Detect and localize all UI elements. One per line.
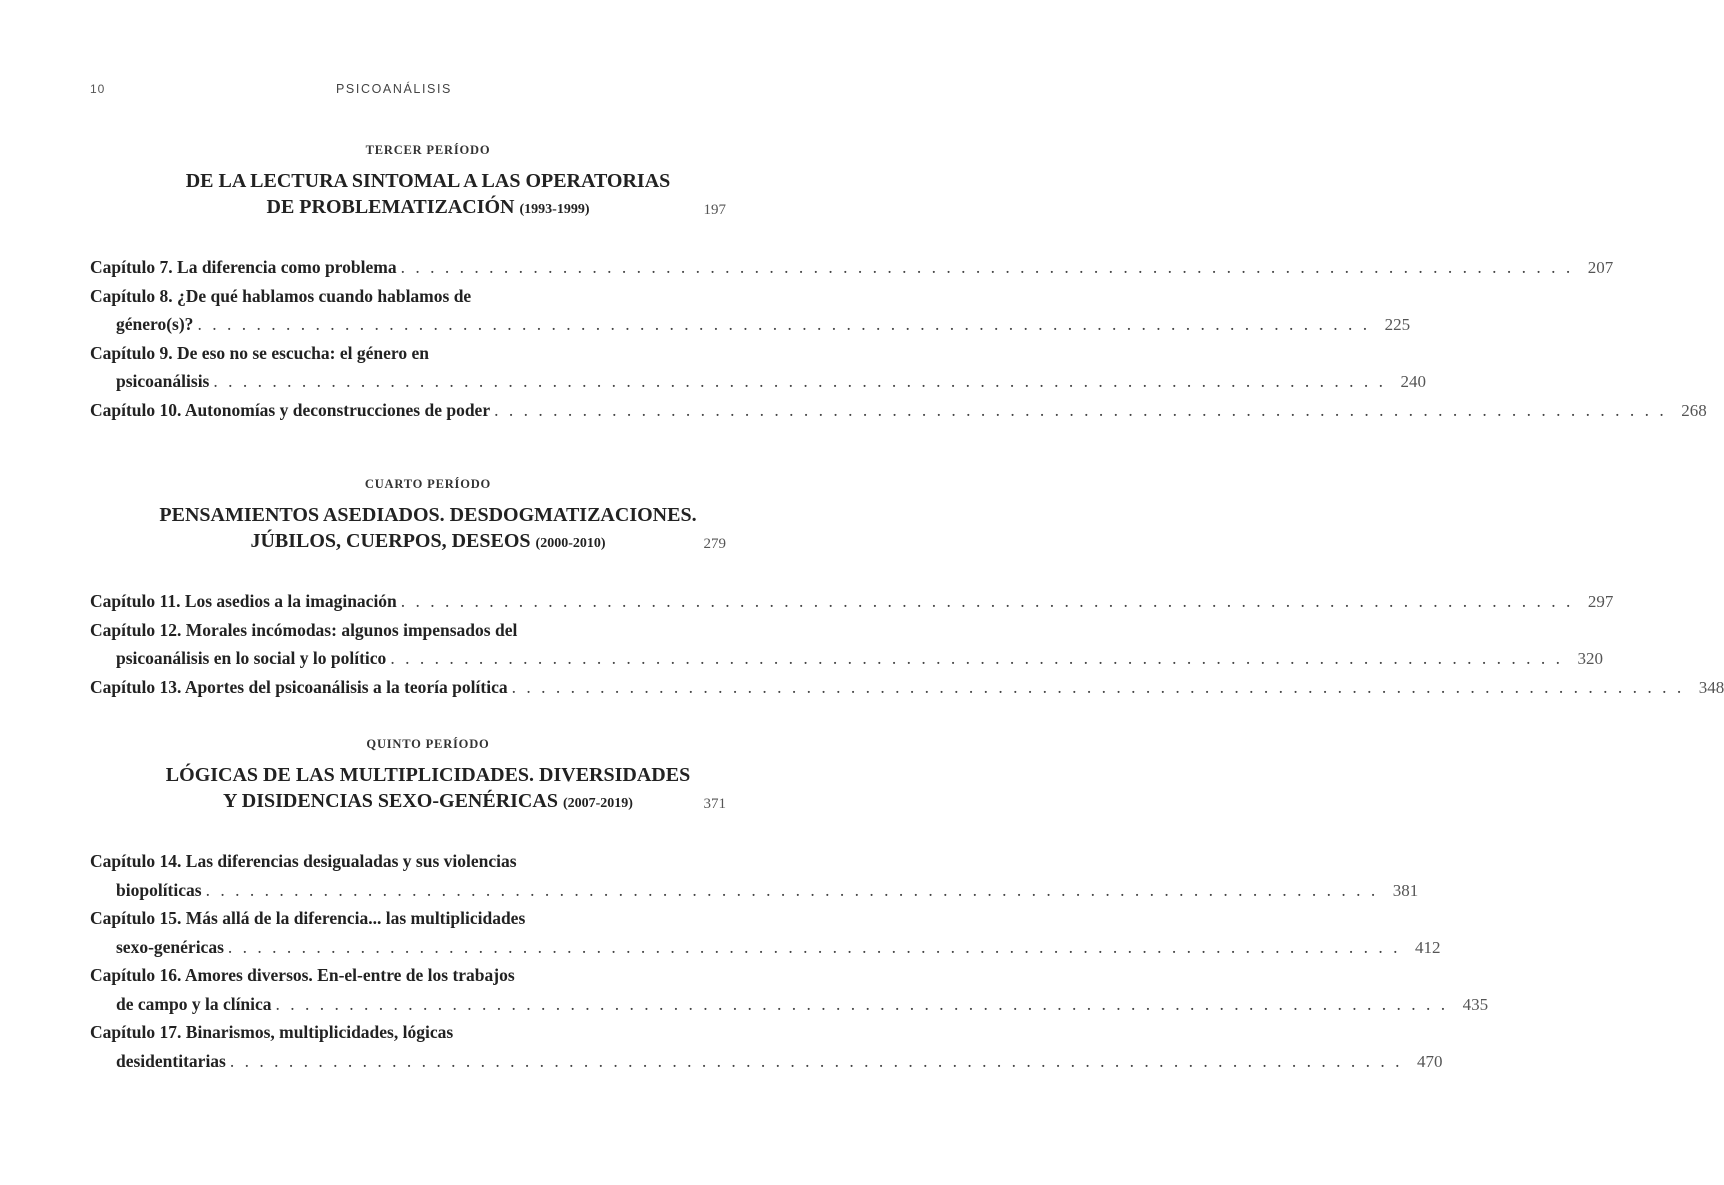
- toc-entry-line: [90, 847, 726, 876]
- chapter-title: Capítulo 11. Los asedios a la imaginación: [90, 591, 397, 611]
- chapter-page-number: 225: [1384, 315, 1411, 334]
- toc-entry[interactable]: [90, 961, 1489, 1018]
- chapter-page-number: 268: [1681, 400, 1707, 420]
- chapter-title: Capítulo 12. Morales incómodas: algunos impensados del: [90, 619, 518, 640]
- chapter-title: desidentitarias: [116, 1050, 226, 1071]
- toc-entry-line: [90, 673, 1724, 702]
- period-section: [90, 143, 1707, 424]
- chapter-title: Capítulo 15. Más allá de la diferencia... las multiplicidades: [90, 908, 526, 928]
- chapter-page-number: 412: [1415, 937, 1441, 957]
- chapter-title: psicoanálisis: [116, 371, 210, 391]
- toc-entry-line: [90, 1047, 1443, 1076]
- dot-leader: . . . . . . . . . . . . . . . . . . . . . . . . . . . . . . . . . . . . . . . . . . . . . . . . . . . . . . . . . . . . . . . . . . . . . . . . . . . . . . . .: [400, 591, 1574, 611]
- chapter-title: Capítulo 17. Binarismos, multiplicidades, lógicas: [90, 1022, 454, 1042]
- toc-entry-line: [90, 587, 1614, 616]
- period-years: (2007-2019): [562, 796, 633, 811]
- dot-leader: . . . . . . . . . . . . . . . . . . . . . . . . . . . . . . . . . . . . . . . . . . . . . . . . . . . . . . . . . . . . . . . . . . . . . . . . . . . . . . . .: [494, 399, 1667, 420]
- period-section: [90, 737, 1489, 1075]
- chapter-title: Capítulo 10. Autonomías y deconstrucciones de poder: [90, 399, 491, 420]
- period-label: CUARTO PERÍODO: [364, 477, 492, 491]
- chapter-title: sexo-genéricas: [116, 936, 224, 957]
- period-title-line: [90, 194, 726, 223]
- period-title-text: JÚBILOS, CUERPOS, DESEOS: [250, 530, 531, 552]
- chapter-title: Capítulo 7. La diferencia como problema: [90, 257, 397, 277]
- toc-entry-line: [90, 616, 726, 645]
- chapter-title: Capítulo 16. Amores diversos. En-el-entre de los trabajos: [90, 965, 515, 985]
- chapter-page-number: 207: [1587, 258, 1614, 277]
- toc-entry[interactable]: [90, 587, 1614, 616]
- chapter-title: psicoanálisis en lo social y lo político: [116, 648, 387, 668]
- toc-entry-line: [90, 876, 1419, 905]
- chapter-page-number: 435: [1462, 994, 1489, 1014]
- period-page-number: 279: [703, 536, 726, 552]
- period-title-line: [90, 762, 726, 788]
- dot-leader: . . . . . . . . . . . . . . . . . . . . . . . . . . . . . . . . . . . . . . . . . . . . . . . . . . . . . . . . . . . . . . . . . . . . . . . . . . . . . . . .: [229, 1050, 1403, 1071]
- chapter-list: [90, 847, 1489, 1075]
- toc-entry-line: [90, 1018, 726, 1047]
- chapter-page-number: 381: [1392, 880, 1419, 900]
- period-title-text: Y DISIDENCIAS SEXO-GENÉRICAS: [223, 790, 558, 812]
- dot-leader: . . . . . . . . . . . . . . . . . . . . . . . . . . . . . . . . . . . . . . . . . . . . . . . . . . . . . . . . . . . . . . . . . . . . . . . . . . . . . . . .: [205, 879, 1379, 900]
- toc-entry-line: [90, 904, 726, 933]
- page-number: 10: [90, 82, 106, 96]
- period-page-number: 371: [703, 796, 726, 812]
- toc-entry[interactable]: [90, 339, 1426, 396]
- toc-entry-line: [90, 310, 1411, 339]
- dot-leader: . . . . . . . . . . . . . . . . . . . . . . . . . . . . . . . . . . . . . . . . . . . . . . . . . . . . . . . . . . . . . . . . . . . . . . . . . . . . . . . .: [390, 648, 1563, 668]
- toc-entry-line: [90, 339, 726, 368]
- toc-entry-line: [90, 253, 1614, 282]
- period-page-number: 197: [703, 202, 726, 218]
- period-label: QUINTO PERÍODO: [366, 737, 490, 751]
- chapter-page-number: 348: [1698, 677, 1724, 697]
- period-section: [90, 477, 1724, 701]
- toc-entry-line: [90, 367, 1426, 396]
- chapter-page-number: 320: [1577, 649, 1603, 668]
- chapter-list: [90, 587, 1724, 701]
- toc-entry[interactable]: [90, 904, 1441, 961]
- dot-leader: . . . . . . . . . . . . . . . . . . . . . . . . . . . . . . . . . . . . . . . . . . . . . . . . . . . . . . . . . . . . . . . . . . . . . . . . . . . . . . . .: [511, 676, 1685, 697]
- chapter-title: de campo y la clínica: [116, 993, 272, 1014]
- toc-entry[interactable]: [90, 396, 1707, 425]
- page-header: [90, 82, 726, 102]
- chapter-title: biopolíticas: [116, 879, 202, 900]
- toc-entry-line: [90, 282, 726, 311]
- toc-entry-line: [90, 644, 1603, 673]
- period-title-line: [90, 168, 726, 194]
- period-title-line: [90, 528, 726, 557]
- toc-entry[interactable]: [90, 282, 1411, 339]
- toc-entry[interactable]: [90, 1018, 1443, 1075]
- toc-entry[interactable]: [90, 847, 1419, 904]
- period-title-line: [90, 502, 726, 528]
- period-title-text: LÓGICAS DE LAS MULTIPLICIDADES. DIVERSIDADES: [165, 764, 691, 786]
- period-title-text: DE PROBLEMATIZACIÓN: [266, 196, 515, 218]
- toc-entry[interactable]: [90, 616, 1603, 673]
- dot-leader: . . . . . . . . . . . . . . . . . . . . . . . . . . . . . . . . . . . . . . . . . . . . . . . . . . . . . . . . . . . . . . . . . . . . . . . . . . . . . . . .: [400, 257, 1574, 277]
- period-title-line: [90, 788, 726, 817]
- period-years: (1993-1999): [519, 202, 590, 217]
- toc-entry-line: [90, 396, 1707, 425]
- chapter-page-number: 470: [1417, 1051, 1443, 1071]
- toc-entry-line: [90, 990, 1489, 1019]
- period-title-text: PENSAMIENTOS ASEDIADOS. DESDOGMATIZACIONES.: [159, 504, 697, 526]
- dot-leader: . . . . . . . . . . . . . . . . . . . . . . . . . . . . . . . . . . . . . . . . . . . . . . . . . . . . . . . . . . . . . . . . . . . . . . . . . . . . . . . .: [213, 371, 1386, 391]
- toc-entry[interactable]: [90, 673, 1724, 702]
- period-title-text: DE LA LECTURA SINTOMAL A LAS OPERATORIAS: [185, 170, 671, 192]
- dot-leader: . . . . . . . . . . . . . . . . . . . . . . . . . . . . . . . . . . . . . . . . . . . . . . . . . . . . . . . . . . . . . . . . . . . . . . . . . . . . . . . .: [197, 314, 1371, 334]
- dot-leader: . . . . . . . . . . . . . . . . . . . . . . . . . . . . . . . . . . . . . . . . . . . . . . . . . . . . . . . . . . . . . . . . . . . . . . . . . . . . . . . .: [227, 936, 1401, 957]
- chapter-title: Capítulo 8. ¿De qué hablamos cuando hablamos de: [90, 285, 472, 306]
- chapter-title: Capítulo 14. Las diferencias desigualadas y sus violencias: [90, 851, 517, 871]
- toc-entry[interactable]: [90, 253, 1614, 282]
- dot-leader: . . . . . . . . . . . . . . . . . . . . . . . . . . . . . . . . . . . . . . . . . . . . . . . . . . . . . . . . . . . . . . . . . . . . . . . . . . . . . . . .: [275, 993, 1449, 1014]
- chapter-page-number: 240: [1400, 372, 1426, 391]
- toc-entry-line: [90, 961, 726, 990]
- chapter-title: Capítulo 9. De eso no se escucha: el género en: [90, 342, 429, 363]
- period-years: (2000-2010): [535, 536, 606, 551]
- running-head: PSICOANÁLISIS: [336, 82, 452, 96]
- chapter-page-number: 297: [1587, 592, 1614, 611]
- chapter-title: Capítulo 13. Aportes del psicoanálisis a la teoría política: [90, 676, 508, 697]
- toc-entry-line: [90, 933, 1441, 962]
- period-label: TERCER PERÍODO: [365, 143, 491, 157]
- chapter-list: [90, 253, 1707, 424]
- chapter-title: género(s)?: [116, 314, 194, 334]
